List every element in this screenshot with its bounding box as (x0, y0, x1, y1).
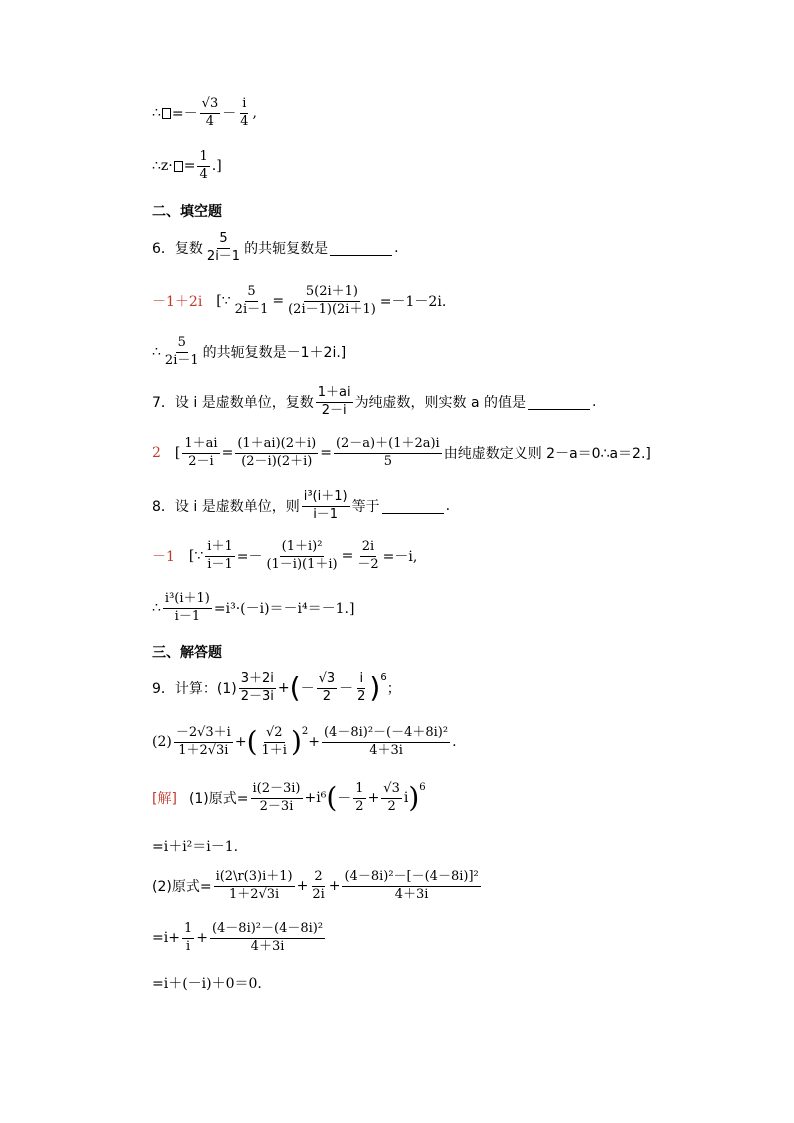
therefore-text: ∴z· (152, 158, 173, 175)
exponent: 6 (419, 782, 426, 793)
numerator: 5(2i＋1) (304, 285, 360, 302)
numerator: 1＋ai (182, 437, 219, 454)
numerator: (4－8i)²－[－(4－8i)]² (342, 870, 480, 887)
answer-blank (330, 241, 392, 256)
question-8 (152, 490, 450, 523)
equals-text: =－ (236, 549, 263, 566)
denominator: (2i－1)(2i＋1) (288, 301, 376, 317)
answer-blank (382, 499, 444, 514)
right-paren-icon: ) (290, 725, 302, 759)
result-text: =i³·(－i)＝－i⁴＝－1.] (213, 601, 355, 618)
top-line-1 (152, 97, 257, 130)
denominator: 4＋3i (394, 886, 429, 902)
punct-text: . (445, 498, 451, 515)
numerator: i(2\r(3)i＋1) (214, 870, 295, 887)
numerator: 5 (217, 232, 229, 249)
minus-text: － (300, 681, 315, 698)
denominator: 1＋2√3i (228, 886, 280, 902)
result-text: =－1－2i. (379, 294, 447, 311)
fraction (342, 870, 480, 903)
denominator: 2 (355, 798, 364, 814)
plus-text: + (277, 680, 290, 697)
denominator: 2－i (321, 402, 347, 418)
punct-text: . (592, 394, 597, 411)
conclusion-6 (152, 336, 346, 369)
fraction (197, 150, 209, 183)
result-text: =－i, (382, 549, 418, 566)
minus-text: － (339, 681, 354, 698)
question-label: 8．设 i 是虚数单位，则 (152, 499, 300, 516)
fraction (316, 386, 353, 419)
answer-7 (152, 437, 651, 470)
solution-1-result: =i＋i²＝i－1. (152, 839, 239, 855)
numerator: i＋1 (205, 540, 234, 557)
equals-text: = (320, 445, 332, 462)
denominator: (1－i)(1＋i) (266, 556, 338, 572)
exponent: 6 (380, 672, 387, 683)
plus-text: + (196, 930, 208, 947)
question-label: 6．复数 (152, 241, 203, 258)
question-text: 为纯虚数，则实数 a 的值是 (354, 395, 527, 412)
bracket-text: [∵ (216, 293, 231, 310)
denominator: i－1 (313, 506, 339, 522)
term-text: =i+ (152, 930, 180, 947)
fraction (182, 922, 194, 955)
result-text: 由纯虚数定义则 2－a＝0∴a＝2.] (443, 446, 651, 463)
result-text: 的共轭复数是－1＋2i.] (202, 345, 347, 362)
fraction (317, 672, 338, 705)
numerator: 1 (197, 150, 209, 167)
minus-text: － (337, 791, 352, 808)
fraction (310, 870, 326, 903)
bracket-text: [∵ (188, 548, 204, 565)
plus-text: + (328, 878, 341, 895)
equals-text: = (183, 158, 196, 175)
fraction (210, 922, 325, 955)
equals-text: = (341, 548, 354, 565)
denominator: 2－3i (259, 798, 294, 814)
numerator: 5 (245, 285, 257, 302)
fraction (233, 285, 271, 318)
part-label: (1)原式= (188, 791, 249, 808)
solution-2 (152, 870, 483, 903)
denominator: 2i－1 (206, 248, 241, 264)
numerator: 1 (353, 782, 365, 799)
denominator: 2－i (188, 453, 214, 469)
fraction (353, 782, 365, 815)
denominator: i－1 (207, 556, 233, 572)
therefore-text: ∴ (152, 344, 161, 361)
numerator: √3 (381, 782, 402, 799)
numerator: i (240, 97, 248, 114)
numerator: i³(i＋1) (302, 490, 350, 507)
question-7 (152, 386, 597, 419)
denominator: 4 (199, 166, 208, 182)
denominator: 1＋i (261, 742, 287, 758)
fraction (381, 782, 402, 815)
imaginary-unit: i (403, 790, 409, 807)
denominator: i (186, 938, 191, 954)
question-text: 的共轭复数是 (244, 241, 329, 258)
punct-text: ； (386, 681, 401, 698)
fraction (174, 726, 233, 759)
numerator: √2 (264, 726, 285, 743)
numerator: (4－8i)²－(4－8i)² (210, 922, 325, 939)
question-9-part-1 (152, 672, 401, 705)
answer-8 (152, 540, 417, 573)
fraction (239, 672, 276, 705)
right-paren-icon: ) (408, 781, 420, 815)
plus-text: + (234, 734, 247, 751)
left-paren-icon: ( (289, 671, 301, 705)
denominator: 4 (240, 113, 249, 129)
denominator: 2i (312, 886, 325, 902)
equals-text: = (272, 293, 285, 310)
denominator: 2i－1 (164, 352, 199, 368)
question-label: 7．设 i 是虚数单位，复数 (152, 395, 314, 412)
numerator: 3＋2i (239, 672, 276, 689)
fraction (205, 540, 234, 573)
fraction (260, 726, 289, 759)
fraction (163, 592, 212, 625)
conclusion-8 (152, 592, 354, 625)
section-title: 二、填空题 (152, 204, 222, 220)
equals-text: =－ (171, 106, 198, 123)
question-6 (152, 232, 399, 265)
fraction (214, 870, 295, 903)
fraction (322, 726, 450, 759)
minus-text: － (222, 106, 237, 123)
answer-blank (528, 395, 590, 410)
numerator: －2√3＋i (174, 726, 233, 743)
numerator: √3 (317, 672, 338, 689)
bracket-text: [ (174, 445, 181, 462)
top-line-2 (152, 150, 222, 183)
numerator: i (357, 672, 365, 689)
numerator: (1＋ai)(2＋i) (235, 437, 318, 454)
fraction (205, 232, 242, 265)
denominator: 2 (387, 798, 396, 814)
fraction (200, 97, 221, 130)
answer-6 (152, 285, 446, 318)
fraction (235, 437, 318, 470)
plus-text: + (296, 878, 309, 895)
punct-text: .] (211, 158, 222, 175)
numerator: 2i (360, 540, 376, 557)
answer-value: 2 (152, 445, 161, 462)
solution-1 (152, 782, 426, 815)
numerator: i³(i＋1) (163, 592, 212, 609)
right-paren-icon: ) (369, 671, 381, 705)
fraction (355, 540, 380, 573)
denominator: (2－i)(2＋i) (241, 453, 313, 469)
part-label: (2)原式= (152, 879, 212, 896)
solution-2-step (152, 922, 327, 955)
punct-text: . (452, 734, 457, 751)
missing-glyph-icon (174, 161, 183, 172)
left-paren-icon: ( (326, 781, 338, 815)
numerator: 5 (176, 336, 188, 353)
numerator: i(2－3i) (251, 782, 303, 799)
fraction (238, 97, 250, 130)
denominator: 4＋3i (250, 938, 285, 954)
fraction (251, 782, 303, 815)
answer-value: －1＋2i (152, 294, 203, 311)
denominator: 4＋3i (369, 742, 403, 758)
part-label: (2) (152, 734, 172, 751)
section-title: 三、解答题 (152, 645, 222, 661)
numerator: (1＋i)² (280, 540, 325, 557)
punct-text: , (252, 105, 257, 122)
fraction (334, 437, 442, 470)
question-label: 9．计算：(1) (152, 681, 237, 698)
denominator: －2 (357, 556, 379, 572)
left-paren-icon: ( (246, 725, 258, 759)
therefore-text: ∴ (152, 600, 161, 617)
solution-2-result: =i＋(－i)＋0＝0. (152, 976, 262, 992)
numerator: 1＋ai (316, 386, 353, 403)
denominator: 2i－1 (234, 301, 269, 317)
exponent: 2 (301, 726, 309, 737)
question-text: 等于 (351, 499, 380, 516)
denominator: 1＋2√3i (178, 742, 229, 758)
plus-text: + (367, 790, 380, 807)
solution-tag: [解] (152, 791, 177, 808)
numerator: (2－a)＋(1＋2a)i (334, 437, 442, 454)
fraction (286, 285, 378, 318)
missing-glyph-icon (162, 108, 171, 119)
denominator: 2 (322, 688, 331, 704)
question-9-part-2 (152, 726, 457, 759)
numerator: √3 (200, 97, 221, 114)
fraction (264, 540, 339, 573)
denominator: 5 (383, 453, 392, 469)
denominator: i－1 (174, 608, 201, 624)
term-text: +i⁶ (304, 790, 327, 807)
fraction (302, 490, 350, 523)
denominator: 2－3i (240, 688, 274, 704)
plus-text: + (308, 734, 320, 751)
fraction (182, 437, 219, 470)
denominator: 4 (205, 113, 215, 129)
punct-text: . (394, 240, 399, 257)
equals-text: = (221, 445, 234, 462)
numerator: (4－8i)²－(－4＋8i)² (322, 726, 450, 743)
fraction (355, 672, 367, 705)
answer-value: －1 (152, 549, 175, 566)
numerator: 1 (182, 922, 194, 939)
fraction (163, 336, 201, 369)
denominator: 2 (357, 688, 366, 704)
therefore-text: ∴ (152, 105, 161, 122)
numerator: 2 (312, 870, 324, 887)
